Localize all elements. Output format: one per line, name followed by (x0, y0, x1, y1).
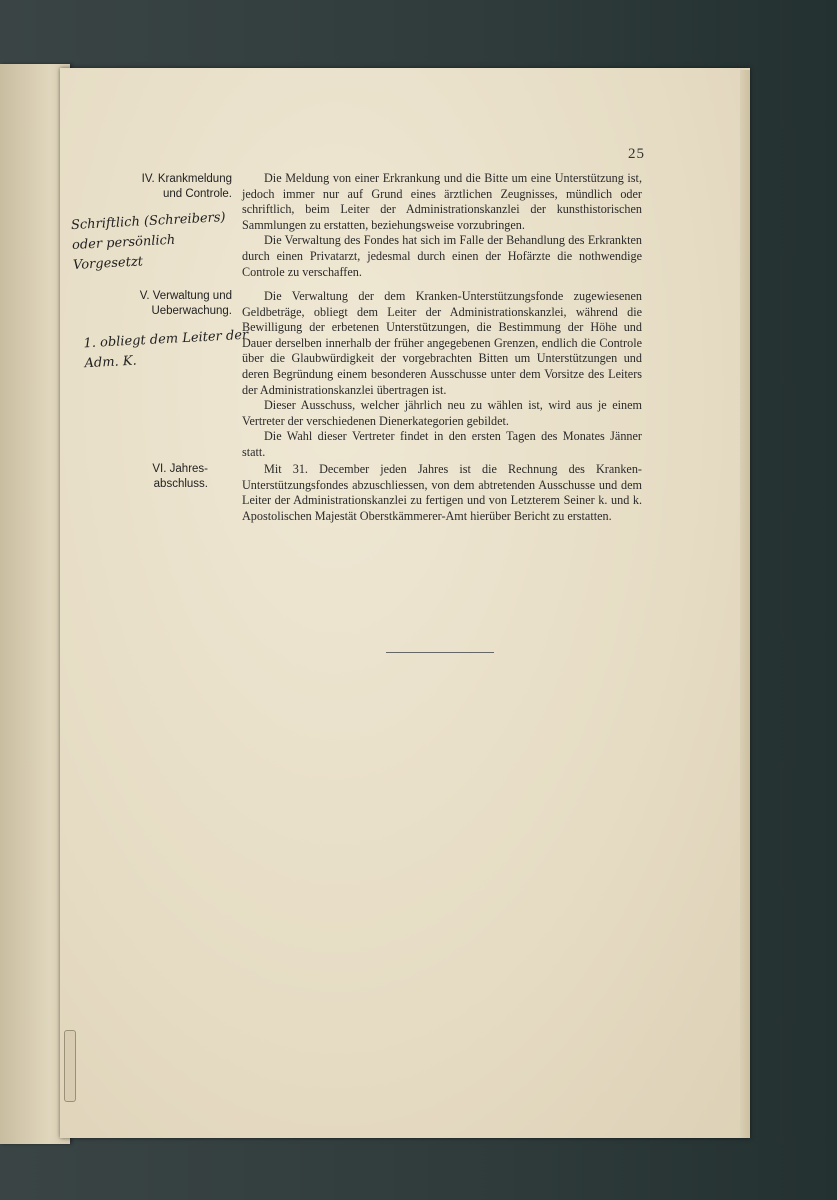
paragraph: Die Wahl dieser Vertreter findet in den ersten Tagen des Monates Jänner statt. (242, 429, 642, 459)
section-heading-line: IV. Krankmeldung (141, 173, 232, 185)
section-body-v (242, 289, 642, 461)
binding-stitch (64, 1030, 76, 1102)
handwritten-line: Vorgesetzt (72, 254, 144, 274)
page-right-edge (740, 70, 750, 1138)
handwritten-note (71, 208, 229, 276)
section-divider (386, 652, 494, 653)
section-heading-v (128, 289, 232, 319)
section-heading-line: VI. Jahres- (152, 463, 208, 475)
paragraph: Die Verwaltung der dem Kranken-Unterstützungsfonde zugewiesenen Geldbeträge, obliegt dem Leiter der Administrationskanzlei, während die Bewilligung der erbetenen Unterstützungen, die Bestimmung der Höhe und Dauer derselben innerhalb der früher angegebenen Grenzen, endlich die Controle über die Glaubwürdigkeit der vorgebrachten Bitten um Unterstützungen und deren Begründung einem besonderen Ausschusse unter dem Vorsitze des Leiters der Administrationskanzlei übertragen ist. (242, 289, 642, 397)
section-body-vi (242, 462, 642, 524)
section-heading-line: V. Verwaltung und (139, 290, 232, 302)
handwritten-line: 1. obliegt dem Leiter der (83, 327, 249, 352)
handwritten-line: Adm. K. (84, 353, 138, 372)
section-heading-iv (140, 172, 232, 202)
section-heading-line: abschluss. (153, 478, 208, 490)
section-heading-line: Ueberwachung. (151, 305, 232, 317)
section-heading-vi (140, 462, 208, 492)
paragraph: Die Verwaltung des Fondes hat sich im Falle der Behandlung des Erkrankten durch einen Privatarzt, jedesmal durch einen der Hofärzte die nothwendige Controle zu verschaffen. (242, 233, 642, 279)
page-number: 25 (628, 146, 645, 162)
section-heading-line: und Controle. (162, 188, 232, 200)
handwritten-line: oder persönlich (71, 232, 176, 254)
handwritten-line: Schriftlich (Schreibers) (70, 209, 226, 234)
paragraph: Mit 31. December jeden Jahres ist die Rechnung des Kranken-Unterstützungsfondes abzuschliessen, von dem abtretenden Ausschusse und dem Leiter der Administrationskanzlei zu fertigen und von Letzterem Seiner k. und k. Apostolischen Majestät Oberstkämmerer-Amt hierüber Bericht zu erstatten. (242, 462, 642, 523)
paragraph: Die Meldung von einer Erkrankung und die Bitte um eine Unterstützung ist, jedoch immer nur auf Grund eines ärztlichen Zeugnisses, mündlich oder schriftlich, beim Leiter der Administrationskanzlei der kunsthistorischen Sammlungen zu erstatten, beziehungsweise vorzubringen. (242, 171, 642, 232)
section-body-iv (242, 171, 642, 280)
paragraph: Dieser Ausschuss, welcher jährlich neu zu wählen ist, wird aus je einem Vertreter der verschiedenen Dienerkategorien gebildet. (242, 398, 642, 428)
